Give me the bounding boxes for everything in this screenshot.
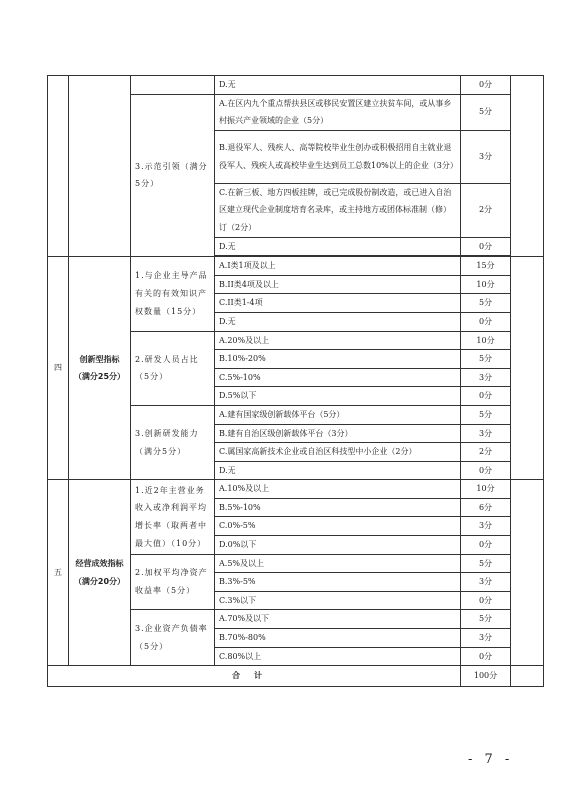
total-label: 合计 [48, 666, 461, 687]
criterion-cell: 3.创新研发能力（满分5分） [131, 405, 215, 479]
option-cell: C.5%-10% [215, 368, 461, 387]
option-cell: A.20%及以上 [215, 331, 461, 350]
option-cell: B.退役军人、残疾人、高等院校毕业生创办或积极招用自主就业退役军人、残疾人或高校毕业生达到员工总数10%以上的企业（3分） [215, 130, 461, 183]
points-cell: 3分 [461, 368, 511, 387]
points-cell: 0分 [461, 591, 511, 610]
option-cell: A.建有国家级创新载体平台（5分） [215, 405, 461, 424]
option-cell: D.0%以下 [215, 536, 461, 555]
score-cell [511, 480, 544, 666]
scoring-table [47, 75, 544, 687]
criterion-cell: 2.研发人员占比（5分） [131, 331, 215, 405]
points-cell: 5分 [461, 554, 511, 573]
total-points: 100分 [461, 666, 511, 687]
points-cell: 3分 [461, 573, 511, 592]
points-cell: 3分 [461, 517, 511, 536]
points-cell: 6分 [461, 498, 511, 517]
criterion-cell: 1.近2年主营业务收入或净利润平均增长率（取两者中最大值）（10分） [131, 480, 215, 554]
points-cell: 0分 [461, 536, 511, 555]
points-cell: 3分 [461, 629, 511, 648]
points-cell: 0分 [461, 76, 511, 95]
option-cell: B.5%-10% [215, 498, 461, 517]
score-cell [511, 666, 544, 687]
option-cell: B.70%-80% [215, 629, 461, 648]
option-cell: A.10%及以上 [215, 480, 461, 499]
points-cell: 0分 [461, 461, 511, 480]
category-cell: 创新型指标（满分25分） [69, 257, 131, 480]
points-cell: 0分 [461, 237, 511, 256]
points-cell: 5分 [461, 405, 511, 424]
points-cell: 0分 [461, 647, 511, 666]
points-cell: 5分 [461, 294, 511, 313]
option-cell: D.无 [215, 312, 461, 331]
criterion-cell: 3.示范引领（满分5分） [131, 94, 215, 257]
option-cell: D.无 [215, 461, 461, 480]
points-cell: 0分 [461, 387, 511, 406]
category-cell: 经营成效指标（满分20分） [69, 480, 131, 666]
points-cell: 0分 [461, 312, 511, 331]
criterion-cell: 1.与企业主导产品有关的有效知识产权数量（15分） [131, 257, 215, 331]
points-cell: 10分 [461, 275, 511, 294]
points-cell: 3分 [461, 130, 511, 183]
criterion-cell [131, 76, 215, 95]
score-cell [511, 257, 544, 480]
table-row [48, 257, 544, 276]
table-row [48, 76, 544, 95]
option-cell: C.II类1-4项 [215, 294, 461, 313]
criterion-cell: 2.加权平均净资产收益率（5分） [131, 554, 215, 610]
points-cell: 10分 [461, 480, 511, 499]
table-row [48, 480, 544, 499]
points-cell: 2分 [461, 443, 511, 462]
option-cell: B.建有自治区级创新载体平台（3分） [215, 424, 461, 443]
total-row [48, 666, 544, 687]
points-cell: 5分 [461, 350, 511, 369]
points-cell: 5分 [461, 94, 511, 130]
page-number: - 7 - [468, 752, 514, 767]
score-cell [511, 76, 544, 257]
option-cell: A.70%及以下 [215, 610, 461, 629]
option-cell: C.3%以下 [215, 591, 461, 610]
option-cell: A.5%及以上 [215, 554, 461, 573]
option-cell: D.5%以下 [215, 387, 461, 406]
points-cell: 15分 [461, 257, 511, 276]
criterion-cell: 3.企业资产负债率（5分） [131, 610, 215, 666]
category-cell [69, 76, 131, 257]
option-cell: D.无 [215, 237, 461, 256]
seq-cell: 五 [48, 480, 69, 666]
seq-cell: 四 [48, 257, 69, 480]
option-cell: B.3%-5% [215, 573, 461, 592]
option-cell: C.属国家高新技术企业或自治区科技型中小企业（2分） [215, 443, 461, 462]
points-cell: 10分 [461, 331, 511, 350]
seq-cell [48, 76, 69, 257]
option-cell: C.0%-5% [215, 517, 461, 536]
option-cell: A.在区内九个重点帮扶县区或移民安置区建立扶贫车间，或从事乡村振兴产业领域的企业（5分） [215, 94, 461, 130]
option-cell: A.I类1项及以上 [215, 257, 461, 276]
option-cell: B.II类4项及以上 [215, 275, 461, 294]
option-cell: D.无 [215, 76, 461, 95]
option-cell: B.10%-20% [215, 350, 461, 369]
option-cell: C.80%以上 [215, 647, 461, 666]
points-cell: 2分 [461, 183, 511, 237]
points-cell: 3分 [461, 424, 511, 443]
points-cell: 5分 [461, 610, 511, 629]
option-cell: C.在新三板、地方四板挂牌，或已完成股份制改造，或已进入自治区建立现代企业制度培育名录库，或主持地方或团体标准制（修）订（2分） [215, 183, 461, 237]
